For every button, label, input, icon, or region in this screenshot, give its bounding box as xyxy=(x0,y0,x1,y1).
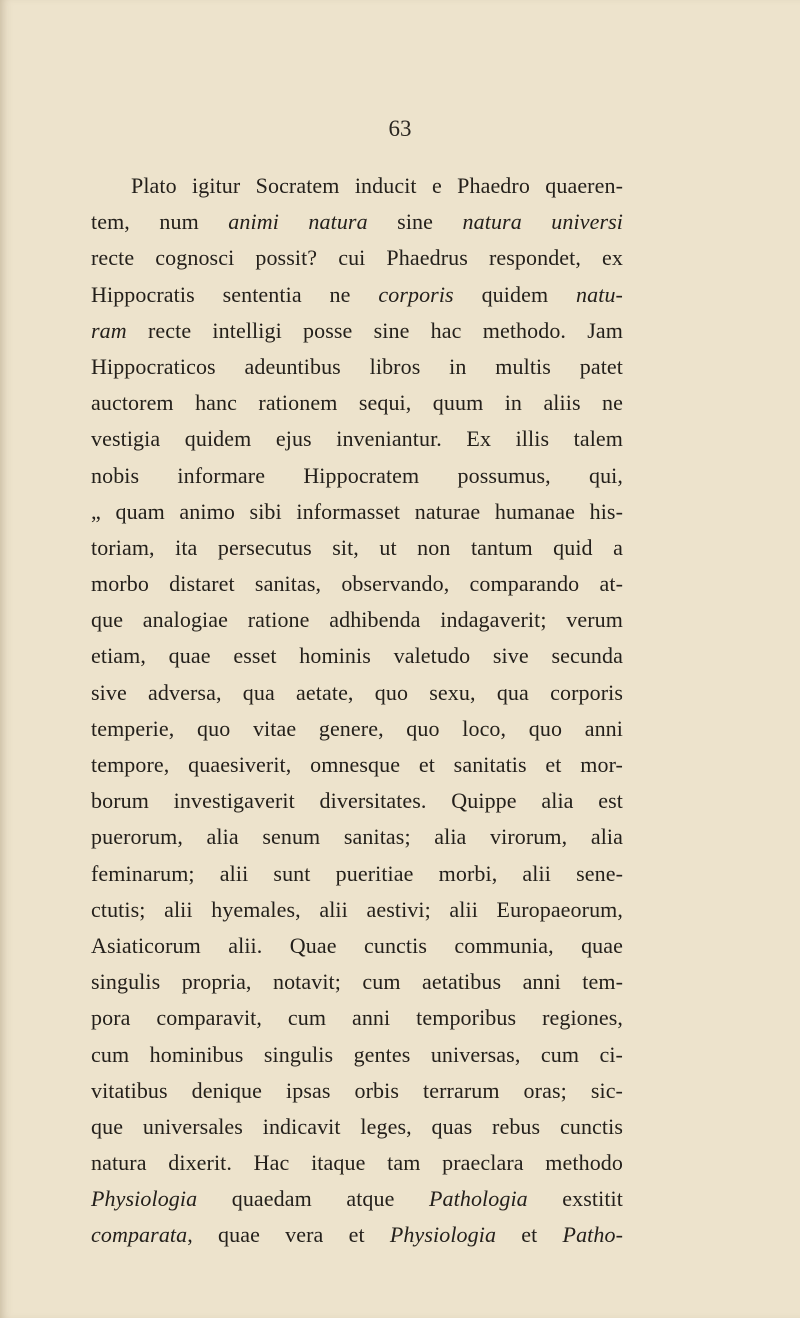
italic-text: animi natura xyxy=(228,209,368,235)
text-segment: singulis propria, notavit; cum aetatibus anni tem- xyxy=(91,969,623,995)
text-line xyxy=(91,566,623,602)
text-line xyxy=(91,313,623,349)
page-number: 63 xyxy=(388,116,412,141)
text-segment: , quae vera et xyxy=(187,1222,390,1248)
italic-text: ram xyxy=(91,317,127,343)
text-line xyxy=(91,530,623,566)
italic-text: Patho- xyxy=(562,1222,624,1248)
text-segment: natura dixerit. Hac itaque tam praeclara methodo xyxy=(91,1150,623,1176)
text-segment: recte cognosci possit? cui Phaedrus respondet, ex xyxy=(91,245,623,271)
text-line xyxy=(91,638,623,674)
text-segment: Asiaticorum alii. Quae cunctis communia, quae xyxy=(91,932,623,958)
text-segment: vitatibus denique ipsas orbis terrarum oras; sic- xyxy=(91,1077,623,1103)
text-segment: et xyxy=(496,1222,563,1248)
text-line xyxy=(91,349,623,385)
text-segment: feminarum; alii sunt pueritiae morbi, alii sene- xyxy=(91,860,623,886)
text-line xyxy=(91,385,623,421)
italic-text: Physiologia xyxy=(389,1222,497,1248)
body-text xyxy=(91,168,623,1254)
text-segment: nobis informare Hippocratem possumus, qui, xyxy=(91,462,623,488)
text-segment: borum investigaverit diversitates. Quippe alia est xyxy=(91,788,623,814)
text-line xyxy=(91,1145,623,1181)
text-segment: tem, num xyxy=(91,209,229,235)
text-segment: que universales indicavit leges, quas rebus cunctis xyxy=(91,1113,623,1139)
text-segment: recte intelligi posse sine hac methodo. Jam xyxy=(126,317,623,343)
text-segment: „ quam animo sibi informasset naturae humanae his- xyxy=(91,498,623,524)
text-line xyxy=(91,602,623,638)
text-line xyxy=(91,277,623,313)
text-segment: vestigia quidem ejus inveniantur. Ex illis talem xyxy=(91,426,623,452)
text-segment: pora comparavit, cum anni temporibus regiones, xyxy=(91,1005,623,1031)
italic-text: natura universi xyxy=(462,209,623,235)
italic-text: natu- xyxy=(576,281,623,307)
text-line xyxy=(91,1217,623,1253)
text-line xyxy=(91,204,623,240)
text-segment: Hippocraticos adeuntibus libros in multis patet xyxy=(91,353,623,379)
text-line xyxy=(91,1073,623,1109)
text-segment: quidem xyxy=(453,281,577,307)
text-line xyxy=(91,747,623,783)
text-segment: exstitit xyxy=(527,1186,623,1212)
text-segment: etiam, quae esset hominis valetudo sive secunda xyxy=(91,643,623,669)
text-line xyxy=(91,711,623,747)
text-segment: ctutis; alii hyemales, alii aestivi; alii Europaeorum, xyxy=(91,896,623,922)
text-line xyxy=(91,928,623,964)
italic-text: Physiologia xyxy=(91,1186,198,1212)
text-line xyxy=(91,1181,623,1217)
text-segment: morbo distaret sanitas, observando, comparando at- xyxy=(91,571,623,597)
text-line xyxy=(91,1109,623,1145)
text-line xyxy=(91,1037,623,1073)
text-segment: tempore, quaesiverit, omnesque et sanitatis et mor- xyxy=(91,752,623,777)
text-segment: sive adversa, qua aetate, quo sexu, qua corporis xyxy=(91,679,623,705)
text-line xyxy=(91,892,623,928)
italic-text: Pathologia xyxy=(429,1186,528,1212)
text-segment: Hippocratis sententia ne xyxy=(91,281,379,307)
text-line xyxy=(91,783,623,819)
text-segment: cum hominibus singulis gentes universas, cum ci- xyxy=(91,1041,623,1067)
text-line xyxy=(91,458,623,494)
text-segment: toriam, ita persecutus sit, ut non tantum quid a xyxy=(91,534,623,560)
text-line xyxy=(91,168,623,204)
text-line xyxy=(91,240,623,276)
text-line xyxy=(91,964,623,1000)
italic-text: comparata xyxy=(91,1222,188,1248)
italic-text: corporis xyxy=(378,281,454,307)
text-segment: quaedam atque xyxy=(197,1186,429,1212)
text-segment: sine xyxy=(367,209,463,235)
text-line xyxy=(91,856,623,892)
text-segment: puerorum, alia senum sanitas; alia virorum, alia xyxy=(91,824,623,850)
text-line xyxy=(91,1000,623,1036)
text-segment: Plato igitur Socratem inducit e Phaedro quaeren- xyxy=(131,173,623,198)
text-line xyxy=(91,421,623,457)
text-line xyxy=(91,675,623,711)
text-line xyxy=(91,494,623,530)
text-segment: auctorem hanc rationem sequi, quum in aliis ne xyxy=(91,390,623,416)
text-line xyxy=(91,819,623,855)
text-segment: que analogiae ratione adhibenda indagaverit; verum xyxy=(91,607,623,633)
text-segment: temperie, quo vitae genere, quo loco, quo anni xyxy=(91,715,623,741)
